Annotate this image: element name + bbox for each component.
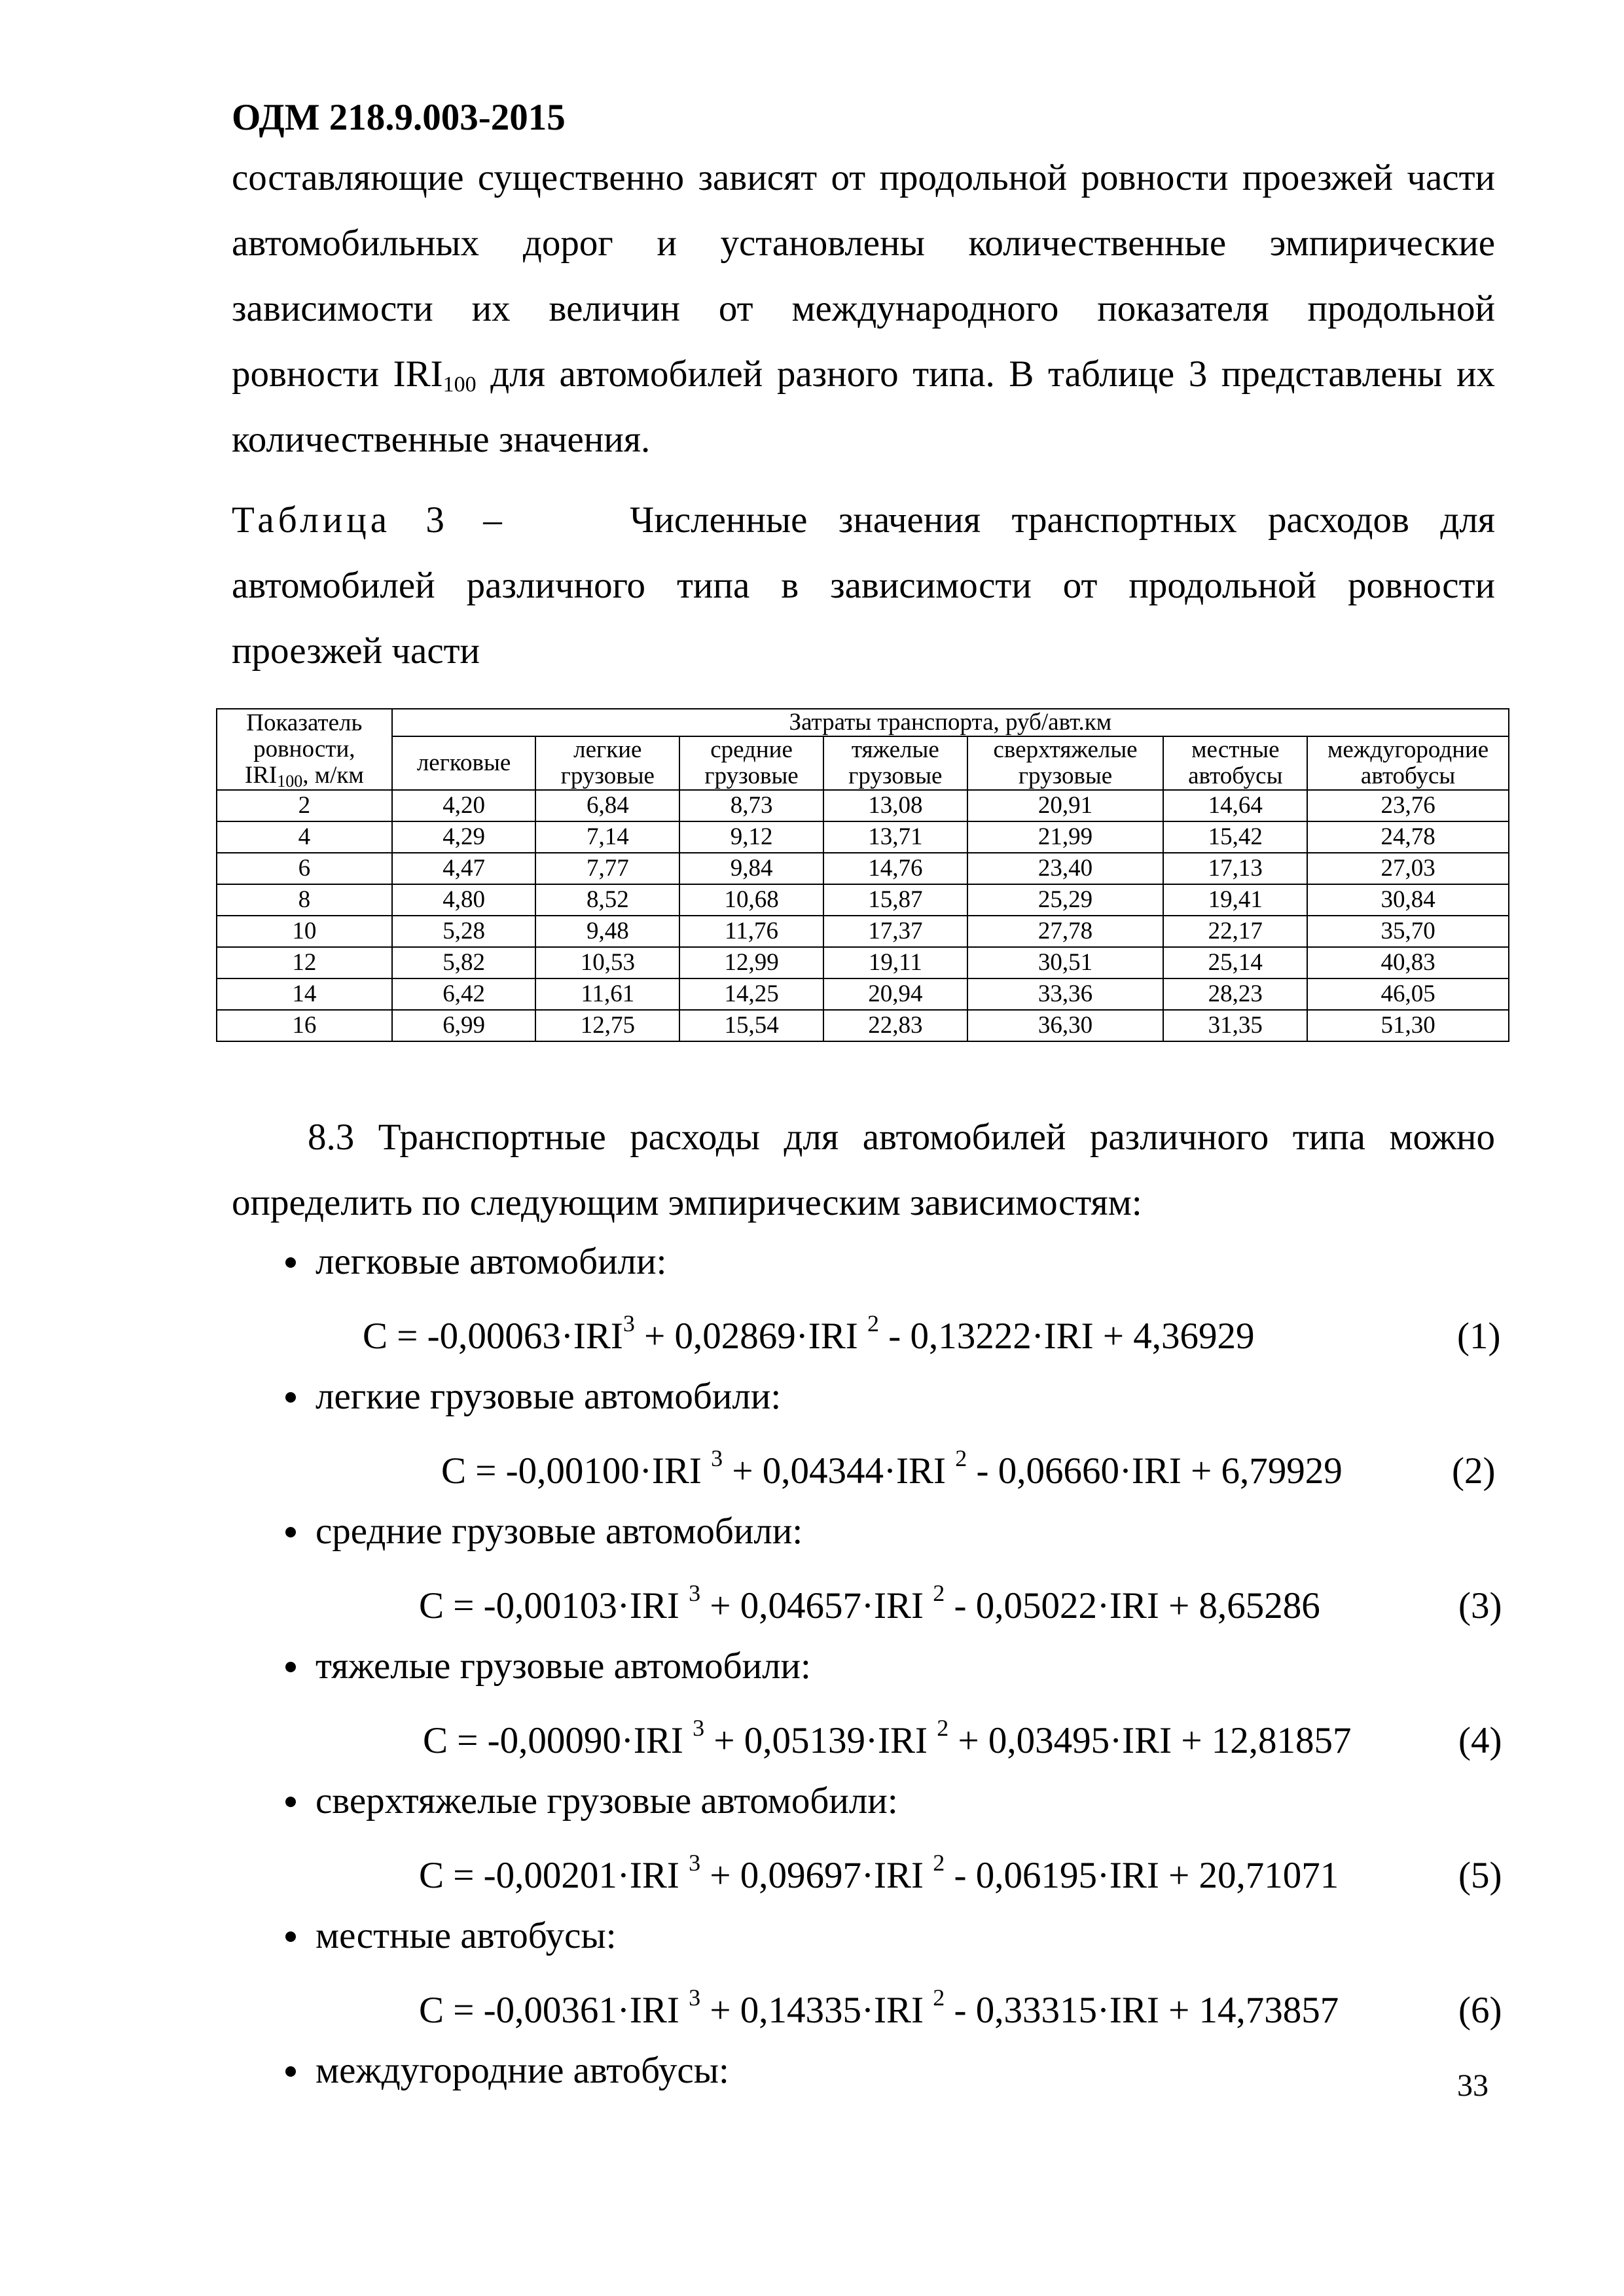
formula-term-cubic: C = -0,00063·IRI bbox=[363, 1316, 623, 1357]
table-cell-value: 22,17 bbox=[1163, 916, 1307, 947]
table-cell-value: 15,54 bbox=[679, 1010, 823, 1041]
table-cell-value: 8,52 bbox=[535, 884, 679, 916]
section-8-3-line-2: определить по следующим эмпирическим зависимостям: bbox=[232, 1182, 1142, 1223]
column-header-medium-trucks: средние грузовые bbox=[679, 736, 823, 790]
formula-term-cubic: C = -0,00103·IRI bbox=[419, 1585, 689, 1626]
table-row bbox=[217, 821, 1509, 853]
formula-term-cubic: C = -0,00361·IRI bbox=[419, 1990, 689, 2031]
table-cell-value: 17,13 bbox=[1163, 853, 1307, 884]
formula-number: (2) bbox=[1452, 1450, 1496, 1492]
table-row bbox=[217, 884, 1509, 916]
bullet-item bbox=[285, 1499, 803, 1564]
column-header-heavy-trucks: тяжелые грузовые bbox=[823, 736, 967, 790]
table-cell-iri: 4 bbox=[217, 821, 392, 853]
table-cell-value: 30,51 bbox=[967, 947, 1164, 978]
bullet-item bbox=[285, 1634, 811, 1699]
bullet-icon bbox=[285, 1797, 296, 1807]
formula bbox=[419, 1978, 1339, 2043]
formula-term-square: + 0,09697·IRI bbox=[700, 1855, 933, 1896]
bullet-item bbox=[285, 1768, 898, 1834]
table-cell-value: 22,83 bbox=[823, 1010, 967, 1041]
table-row bbox=[217, 853, 1509, 884]
formula-exponent: 3 bbox=[689, 1850, 701, 1876]
formula-exponent: 3 bbox=[623, 1310, 635, 1336]
bullet-item bbox=[285, 1903, 617, 1969]
formula-exponent: 2 bbox=[867, 1310, 879, 1336]
table-cell-value: 6,84 bbox=[535, 790, 679, 821]
intro-line-1: составляющие существенно зависят от продольной ровности проезжей части bbox=[232, 157, 1495, 198]
indicator-header-subscript: 100 bbox=[277, 772, 303, 791]
table-cell-value: 31,35 bbox=[1163, 1010, 1307, 1041]
formula-number: (4) bbox=[1458, 1720, 1502, 1761]
indicator-header bbox=[217, 709, 392, 790]
table-row bbox=[217, 947, 1509, 978]
table-row bbox=[217, 978, 1509, 1010]
table-caption-line-2: автомобилей различного типа в зависимости от продольной ровности bbox=[232, 565, 1495, 606]
table-cell-value: 51,30 bbox=[1307, 1010, 1509, 1041]
formula-number: (3) bbox=[1458, 1585, 1502, 1626]
column-header-extra-heavy-trucks: сверхтяжелые грузовые bbox=[967, 736, 1164, 790]
table-cell-value: 24,78 bbox=[1307, 821, 1509, 853]
formula-number: (5) bbox=[1458, 1855, 1502, 1896]
table-cell-value: 17,37 bbox=[823, 916, 967, 947]
formula-exponent: 2 bbox=[937, 1715, 949, 1741]
table-cell-value: 8,73 bbox=[679, 790, 823, 821]
table-cell-iri: 14 bbox=[217, 978, 392, 1010]
formula-exponent: 2 bbox=[933, 1850, 945, 1876]
formula-number: (6) bbox=[1458, 1990, 1502, 2031]
table-cell-value: 6,42 bbox=[392, 978, 536, 1010]
bullet-item bbox=[285, 2038, 729, 2104]
table-cell-value: 20,91 bbox=[967, 790, 1164, 821]
table-cell-value: 25,14 bbox=[1163, 947, 1307, 978]
formula-exponent: 2 bbox=[933, 1580, 945, 1606]
table-cell-value: 7,77 bbox=[535, 853, 679, 884]
column-header-light-trucks: легкие грузовые bbox=[535, 736, 679, 790]
column-header-cars: легковые bbox=[392, 736, 536, 790]
formula-term-linear: + 0,03495·IRI + 12,81857 bbox=[948, 1720, 1352, 1761]
table-cell-value: 35,70 bbox=[1307, 916, 1509, 947]
table-cell-value: 23,40 bbox=[967, 853, 1164, 884]
bullet-label: легкие грузовые автомобили: bbox=[316, 1376, 782, 1417]
bullet-icon bbox=[285, 1257, 296, 1268]
table-cell-value: 19,11 bbox=[823, 947, 967, 978]
table-cell-iri: 16 bbox=[217, 1010, 392, 1041]
formula-term-linear: - 0,33315·IRI + 14,73857 bbox=[945, 1990, 1339, 2031]
formula-exponent: 2 bbox=[933, 1984, 945, 2011]
table-cell-value: 10,53 bbox=[535, 947, 679, 978]
intro-line-4-post: для автомобилей разного типа. В таблице 3 представлены их bbox=[476, 353, 1495, 395]
table-cell-iri: 10 bbox=[217, 916, 392, 947]
table-cell-value: 9,84 bbox=[679, 853, 823, 884]
indicator-header-line-1: Показатель bbox=[246, 709, 363, 736]
formula-number: (1) bbox=[1457, 1316, 1501, 1357]
table-cell-value: 7,14 bbox=[535, 821, 679, 853]
formula-term-square: + 0,04657·IRI bbox=[700, 1585, 933, 1626]
table-cell-value: 14,76 bbox=[823, 853, 967, 884]
table-cell-value: 25,29 bbox=[967, 884, 1164, 916]
formula-term-square: + 0,14335·IRI bbox=[700, 1990, 933, 2031]
table-cell-value: 30,84 bbox=[1307, 884, 1509, 916]
bullet-label: тяжелые грузовые автомобили: bbox=[316, 1645, 811, 1687]
bullet-icon bbox=[285, 2066, 296, 2077]
table-caption-line-1 bbox=[232, 488, 1495, 553]
table-cell-value: 5,82 bbox=[392, 947, 536, 978]
bullet-label: местные автобусы: bbox=[316, 1915, 617, 1956]
table-cell-value: 12,99 bbox=[679, 947, 823, 978]
table-cell-value: 14,25 bbox=[679, 978, 823, 1010]
table-cell-value: 15,87 bbox=[823, 884, 967, 916]
table-cell-value: 4,47 bbox=[392, 853, 536, 884]
table-cell-value: 23,76 bbox=[1307, 790, 1509, 821]
cost-header: Затраты транспорта, руб/авт.км bbox=[392, 709, 1509, 736]
table-cell-value: 9,48 bbox=[535, 916, 679, 947]
formula bbox=[419, 1573, 1320, 1639]
formula-exponent: 3 bbox=[711, 1445, 723, 1471]
formula-exponent: 3 bbox=[689, 1580, 701, 1606]
bullet-item bbox=[285, 1229, 666, 1295]
table-cell-value: 11,76 bbox=[679, 916, 823, 947]
bullet-icon bbox=[285, 1392, 296, 1403]
formula-exponent: 3 bbox=[693, 1715, 705, 1741]
table-cell-value: 27,03 bbox=[1307, 853, 1509, 884]
indicator-header-unit: , м/км bbox=[302, 762, 364, 789]
bullet-label: сверхтяжелые грузовые автомобили: bbox=[316, 1780, 898, 1821]
table-body bbox=[217, 790, 1509, 1041]
table-cell-value: 11,61 bbox=[535, 978, 679, 1010]
table-cell-iri: 6 bbox=[217, 853, 392, 884]
formula-term-linear: - 0,06195·IRI + 20,71071 bbox=[945, 1855, 1339, 1896]
table-cell-value: 33,36 bbox=[967, 978, 1164, 1010]
bullet-label: средние грузовые автомобили: bbox=[316, 1511, 803, 1552]
indicator-header-line-2: ровности, bbox=[253, 736, 355, 762]
formula bbox=[441, 1439, 1343, 1504]
table-row bbox=[217, 1010, 1509, 1041]
formula-term-linear: - 0,13222·IRI + 4,36929 bbox=[878, 1316, 1255, 1357]
formula-exponent: 2 bbox=[955, 1445, 967, 1471]
table-cell-iri: 8 bbox=[217, 884, 392, 916]
table-cell-value: 9,12 bbox=[679, 821, 823, 853]
table-cell-value: 27,78 bbox=[967, 916, 1164, 947]
bullet-icon bbox=[285, 1662, 296, 1672]
formula-term-linear: - 0,06660·IRI + 6,79929 bbox=[967, 1450, 1343, 1492]
table-cell-iri: 2 bbox=[217, 790, 392, 821]
table-caption-title: Численные значения транспортных расходов для bbox=[630, 499, 1495, 541]
intro-line-3: зависимости их величин от международного показателя продольной bbox=[232, 288, 1495, 329]
table-cell-value: 6,99 bbox=[392, 1010, 536, 1041]
intro-line-2: автомобильных дорог и установлены количественные эмпирические bbox=[232, 223, 1495, 264]
bullet-icon bbox=[285, 1527, 296, 1537]
table-cell-value: 28,23 bbox=[1163, 978, 1307, 1010]
table-cell-value: 10,68 bbox=[679, 884, 823, 916]
transport-costs-table bbox=[216, 708, 1509, 1042]
table-cell-value: 20,94 bbox=[823, 978, 967, 1010]
bullet-label: междугородние автобусы: bbox=[316, 2050, 729, 2091]
bullet-label: легковые автомобили: bbox=[316, 1241, 667, 1282]
iri-subscript: 100 bbox=[442, 372, 477, 397]
table-cell-value: 4,29 bbox=[392, 821, 536, 853]
table-cell-value: 36,30 bbox=[967, 1010, 1164, 1041]
table-cell-value: 21,99 bbox=[967, 821, 1164, 853]
formula-term-square: + 0,04344·IRI bbox=[723, 1450, 956, 1492]
table-caption-line-3: проезжей части bbox=[232, 630, 480, 672]
formula bbox=[423, 1708, 1351, 1774]
table-row bbox=[217, 790, 1509, 821]
table-cell-value: 13,71 bbox=[823, 821, 967, 853]
table-cell-value: 12,75 bbox=[535, 1010, 679, 1041]
table-cell-iri: 12 bbox=[217, 947, 392, 978]
section-8-3-line-1: 8.3 Транспортные расходы для автомобилей различного типа можно bbox=[308, 1117, 1495, 1158]
formula bbox=[419, 1843, 1339, 1909]
indicator-header-iri: IRI bbox=[244, 762, 278, 789]
formula-term-square: + 0,05139·IRI bbox=[704, 1720, 937, 1761]
table-cell-value: 4,20 bbox=[392, 790, 536, 821]
table-row bbox=[217, 916, 1509, 947]
intro-line-4 bbox=[232, 342, 1495, 407]
formula-term-cubic: C = -0,00100·IRI bbox=[441, 1450, 712, 1492]
formula-term-cubic: C = -0,00090·IRI bbox=[423, 1720, 693, 1761]
formula-term-linear: - 0,05022·IRI + 8,65286 bbox=[945, 1585, 1320, 1626]
table-cell-value: 19,41 bbox=[1163, 884, 1307, 916]
table-cell-value: 46,05 bbox=[1307, 978, 1509, 1010]
table-cell-value: 14,64 bbox=[1163, 790, 1307, 821]
table-cell-value: 4,80 bbox=[392, 884, 536, 916]
table-cell-value: 5,28 bbox=[392, 916, 536, 947]
intro-line-4-pre: ровности IRI bbox=[232, 353, 443, 395]
table-caption-label: Таблица 3 – bbox=[232, 499, 506, 541]
intro-line-5: количественные значения. bbox=[232, 419, 651, 460]
column-header-local-buses: местные автобусы bbox=[1163, 736, 1307, 790]
document-code: ОДМ 218.9.003-2015 bbox=[232, 97, 566, 138]
page-number: 33 bbox=[1457, 2068, 1489, 2103]
bullet-item bbox=[285, 1364, 781, 1429]
table-cell-value: 15,42 bbox=[1163, 821, 1307, 853]
table-cell-value: 40,83 bbox=[1307, 947, 1509, 978]
table-cell-value: 13,08 bbox=[823, 790, 967, 821]
formula-term-square: + 0,02869·IRI bbox=[634, 1316, 867, 1357]
bullet-icon bbox=[285, 1931, 296, 1942]
column-header-intercity-buses: междугородние автобусы bbox=[1307, 736, 1509, 790]
formula bbox=[363, 1304, 1255, 1369]
formula-exponent: 3 bbox=[689, 1984, 701, 2011]
formula-term-cubic: C = -0,00201·IRI bbox=[419, 1855, 689, 1896]
